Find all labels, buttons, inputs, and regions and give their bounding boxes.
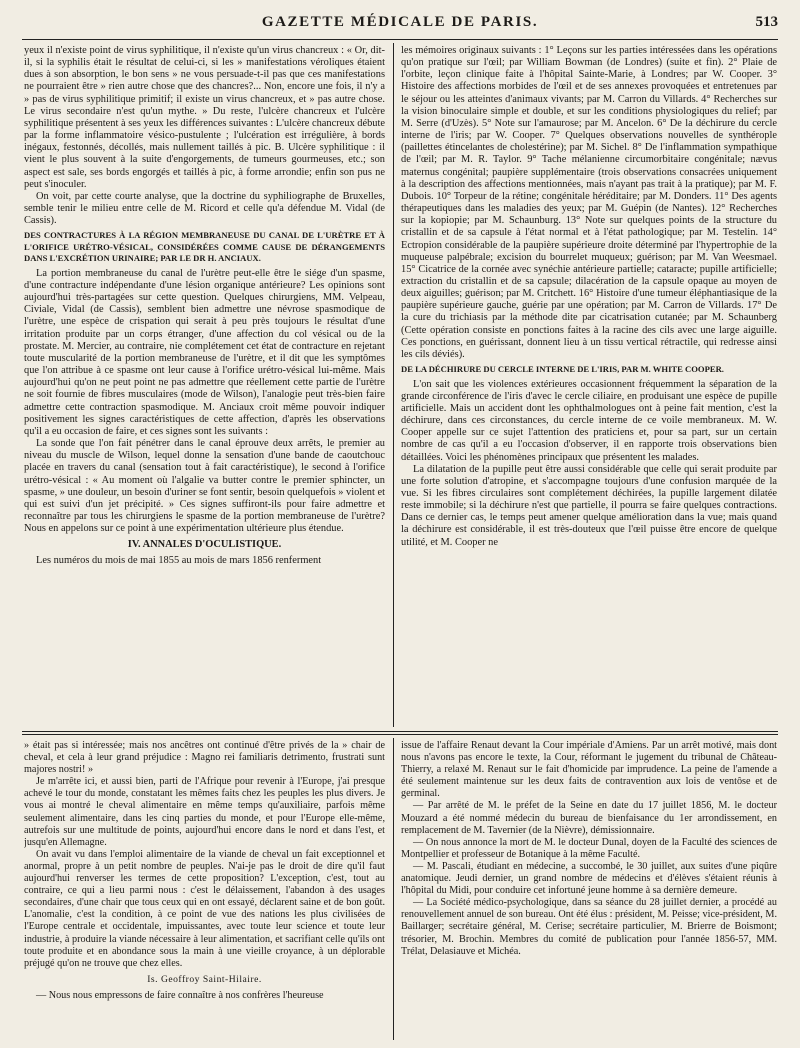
paragraph: » était pas si intéressée; mais nos ancêtres ont continué d'être privés de la » chair de cheval, et cela à leur grand préjudice : Magno rei familiaris detrimento, frustrati sunt majores nostri! » bbox=[24, 740, 385, 776]
bottom-right-column bbox=[401, 740, 777, 1040]
section-rule-double bbox=[22, 734, 778, 735]
journal-title: GAZETTE MÉDICALE DE PARIS. bbox=[261, 14, 539, 30]
paragraph: On avait vu dans l'emploi alimentaire de la viande de cheval un fait exceptionnel et anormal, propre à un petit nombre de peuples. N'ai-je pas le droit de dire qu'il faut aujourd'hui renverser les termes de cette proposition? L'exception, c'est, tout au contraire, ce qui a lieu parmi nous : c'est le délaissement, l'abandon à des usages secondaires, d'une chair que tous ceux qui en ont essayé, déclarent saine et de bon goût. L'anomalie, c'est la condition, à ce point de vue des nations les plus civilisées de l'Europe centrale et occidentale, impuissantes, avec toute leur science et toute leur industrie, à produire la viande nécessaire à leur alimentation, et sacrifiant celle qu'ils ont toute produite et en abondance sous la main à une vieille croyance, à un déplorable préjugé qu'on ne trouve que chez elles. bbox=[24, 848, 385, 969]
paragraph: La dilatation de la pupille peut être aussi considérable que celle qui serait produite par une forte solution d'atropine, et s'accompagne toujours d'une confusion marquée de la vue. Si les fibres circulaires sont complétement déchirées, la pupille largement dilatée reste immobile; si la déchirure n'est que partielle, il pourra se faire quelques contractions. Dans ce dernier cas, le temps peut amener quelque amélioration dans la vue; mais quand la déchirure est considérable, il est très-douteux que l'œil puisse être encore de quelque utilité, et M. Cooper ne bbox=[401, 463, 777, 548]
page-header bbox=[22, 14, 778, 36]
paragraph: La portion membraneuse du canal de l'urètre peut-elle être le siége d'un spasme, d'une contracture indépendante d'une lésion organique antérieure? Les opinions sont aujourd'hui très-partagées sur cette question. Quelques chirurgiens, MM. Velpeau, Civiale, Vidal (de Cassis), semblent bien admettre une névrose spasmodique de l'urètre, une espèce de crispation qui serait à peu près toujours le résultat d'une irritation produite par un corps étranger, d'une affection du col vésical ou de la prostate. M. Mercier, au contraire, nie complétement cet état de contracture en rejetant toute muscularité de la portion membraneuse de l'urètre, et il dit que les symptômes que l'on attribue à ce spasme ont leur cause à l'orifice urétro-vésical lui-même. Mais aujourd'hui qu'on ne peut point ne pas admettre que réellement cette partie de l'urètre ne soit fournie de fibres musculaires (mode de Wilson), l'analogie peut très-bien faire admettre cette contraction spasmodique. M. Anciaux croit même pouvoir indiquer positivement les signes caractéristiques de cette affection, d'après les observations qu'il a eu occasion de faire, et ces signes sont les suivants : bbox=[24, 267, 385, 437]
paragraph: les mémoires originaux suivants : 1° Leçons sur les parties intéressées dans les opérations qu'on pratique sur l'œil; par William Bowman (de Londres) (suite et fin). 2° Plaie de l'orbite, leçon clinique faite à l'hôpital Sainte-Marie, à Londres; par W. Cooper. 3° Histoire des affections morbides de l'œil et de ses annexes provoquées et entretenues par le séjour ou les atteintes d'animaux vivants; par M. Carron du Villards. 4° Recherches sur la vision binoculaire simple et double, et sur les conditions physiologiques du relief; par M. Serre (d'Uzès). 5° Note sur l'amaurose; par M. Ancelon. 6° De la déchirure du cercle interne de l'iris; par W. Cooper. 7° Quelques observations nouvelles de synthérople (paillettes étincelantes de cholestérine); par M. Sichel. 8° De l'inflammation sympathique de l'œil; par M. R. Taylor. 9° Tache mélanienne circumorbitaire congénitale; nævus maternus congénital; paupière supplémentaire (trois observations consacrées uniquement à la description des affections mentionnées, mais n'ayant pas trait à la pratique); par M. F. Dubois. 10° Torpeur de la rétine; congénitale héréditaire; par M. Donders. 11° Des agents thérapeutiques dans les maladies des yeux; par M. Guépin (de Nantes). 12° Recherches sur la kopiopie; par M. Schaunburg. 13° Note sur quelques points de la structure du cristallin et de sa capsule à l'état normal et à l'état pathologique; par M. Testelin. 14° Ectropion considérable de la paupière supérieure droite déterminé par l'hypertrophie de la muqueuse palpébrale; excision du bourrelet muqueux; guérison; par M. Van Weesmael. 15° Cicatrice de la cornée avec synéchie antérieure partielle; cataracte; pupille artificielle; extraction du cristallin et de sa capsule; dilacération de la capsule opaque au moyen de deux aiguilles; guérison; par M. Critchett. 16° Histoire d'une tumeur éléphantiasique de la paupière supérieure gauche, guérie par une opération; par M. Carron de Villards. 17° De la cure du trichiasis par la méthode dite par cicatrisation cutanée; par M. Schaunberg (Cette opération consiste en ponctions faites à la racine des cils avec une large aiguille. Ces ponctions, en guérissant, donnent lieu à un tissu vertical rétractile, qui redresse ainsi les cils déviés). bbox=[401, 45, 777, 360]
section-heading: DE LA DÉCHIRURE DU CERCLE INTERNE DE L'IRIS, PAR M. WHITE COOPER. bbox=[401, 364, 724, 375]
column-divider bbox=[393, 43, 394, 727]
left-column bbox=[24, 45, 385, 725]
page-number: 513 bbox=[755, 14, 778, 30]
paragraph: — Par arrêté de M. le préfet de la Seine en date du 17 juillet 1856, M. le docteur Mouzard a été nommé médecin du bureau de bienfaisance du 1er arrondissement, en remplacement de M. Tavernier (de la Nièvre), démissionnaire. bbox=[401, 800, 777, 836]
paragraph: — On nous annonce la mort de M. le docteur Dunal, doyen de la Faculté des sciences de Montpellier et professeur de Botanique à la même Faculté. bbox=[401, 836, 777, 860]
paragraph: — M. Pascali, étudiant en médecine, a succombé, le 30 juillet, aux suites d'une piqûre anatomique. Jeudi dernier, un grand nombre de médecins et d'élèves s'étaient réunis à l'hôpital du Midi, pour conduire cet infortuné jeune homme à sa dernière demeure. bbox=[401, 860, 777, 897]
paragraph: La sonde que l'on fait pénétrer dans le canal éprouve deux arrêts, le premier au niveau du muscle de Wilson, lequel donne la sensation d'une bande de caoutchouc placée en travers du canal (sensation tout à fait caractéristique), le second à l'orifice urétro-vésical : « Au moment où l'algalie va butter contre le premier sphincter, un spasme, » une douleur, un besoin d'uriner se font sentir, besoin quelquefois » violent et qui est suivi d'un jet précipité. » Ces signes suffiront-ils pour faire admettre et reconnaître par tous les chirurgiens le spasme de la portion membraneuse de l'urètre? Nous en appelons sur ce point à une expérimentation ultérieure plus étendue. bbox=[24, 438, 385, 535]
section-heading: DES CONTRACTURES À LA RÉGION MEMBRANEUSE DU CANAL DE L'URÈTRE ET À L'ORIFICE URÉTRO-VÉSICAL, CONSIDÉRÉES COMME CAUSE DE DÉRANGEMENTS DANS L'EXCRÉTION URINAIRE; PAR LE DR H. ANCIAUX. bbox=[24, 230, 385, 264]
paragraph: — Nous nous empressons de faire connaître à nos confrères l'heureuse bbox=[36, 989, 324, 1001]
bottom-column-divider bbox=[393, 738, 394, 1040]
bottom-left-column bbox=[24, 740, 385, 1040]
paragraph: Je m'arrête ici, et aussi bien, parti de l'Afrique pour revenir à l'Europe, j'ai presque achevé le tour du monde, constatant les mêmes faits chez les peuples les plus divers. Je vous ai montré le cheval alimentaire en même temps qu'auxiliaire, parfois même seulement alimentaire, dans les cinq parties du monde, et pour l'Europe elle-même, autrefois sur une multitude de points, aujourd'hui encore dans le nord et dans l'est, et jusqu'en Allemagne. bbox=[24, 776, 385, 848]
section-title: IV. ANNALES D'OCULISTIQUE. bbox=[127, 539, 282, 551]
paragraph: Les numéros du mois de mai 1855 au mois de mars 1856 renferment bbox=[36, 555, 322, 567]
paragraph: On voit, par cette courte analyse, que la doctrine du syphiliographe de Bruxelles, semble tenir le milieu entre celle de M. Ricord et celle qu'a défendue M. Vidal (de Cassis). bbox=[24, 190, 385, 227]
paragraph: L'on sait que les violences extérieures occasionnent fréquemment la séparation de la grande circonférence de l'iris d'avec le cercle ciliaire, en produisant une espèce de pupille artificielle. Mais un accident dont les ophthalmologues ont à peine fait mention, c'est la déchirure, dans ces circonstances, du cercle interne de ce voile membraneux. M. W. Cooper appelle sur ce sujet l'attention des praticiens et, pour sa part, sur un certain nombre de cas qu'il a eu l'occasion d'observer, il en rapporte trois observations bien détaillées. Voici les phénomènes principaux que présentent les malades. bbox=[401, 378, 777, 463]
signature: Is. Geoffroy Saint-Hilaire. bbox=[147, 973, 262, 985]
paragraph: — La Société médico-psychologique, dans sa séance du 28 juillet dernier, a procédé au renouvellement annuel de son bureau. Ont été élus : président, M. Peisse; vice-président, M. Baillarger; secrétaire général, M. Cerise; secrétaire particulier, M. Brierre de Boismont; trésorier, M. Brochin. Membres du comité de publication pour l'année 1856-57, MM. Trélat, Delasiauve et Michéa. bbox=[401, 897, 777, 957]
paragraph: issue de l'affaire Renaut devant la Cour impériale d'Amiens. Par un arrêt motivé, mais dont nous n'avons pas encore le texte, la Cour, réformant le jugement du tribunal de Château-Thierry, a relaxé M. Renaut sur le fait d'homicide par imprudence. La peine de l'amende a été seulement maintenue sur les deux faits de contravention aux lois de ventôse et de germinal. bbox=[401, 740, 777, 800]
paragraph: yeux il n'existe point de virus syphilitique, il n'existe qu'un virus chancreux : « Or, dit-il, si la syphilis était le résultat de celui-ci, si les » manifestations véroliques étaient dues à son absorption, le bon sens » ne vous persuade-t-il pas que ces manifestations ne pourraient être » rien autre chose que des chancres?... Non, encore une fois, il n'y a » pas de virus syphilitique primitif; il existe un virus chancreux, et » pas autre chose. Le virus secondaire n'est qu'un mythe. » Du reste, l'ulcère chancreux et l'ulcère syphilitique présentent à ses yeux les différences suivantes : L'ulcère chancreux débute par la forme inflammatoire vésico-pustulente ; l'ulcération est irrégulière, à bords inégaux, festonnés, décollés, mais nullement taillés à pic. B. Ulcère syphilitique : il vient le plus souvent à la suite d'engorgements, de tumeurs gourmeuses, etc.; son aspect est sale, ses bords engorgés et taillés à pic, à forme arrondie; enfin son pus ne peut s'inoculer. bbox=[24, 45, 385, 190]
header-rule bbox=[22, 39, 778, 40]
right-column bbox=[401, 45, 777, 725]
section-rule bbox=[22, 731, 778, 732]
